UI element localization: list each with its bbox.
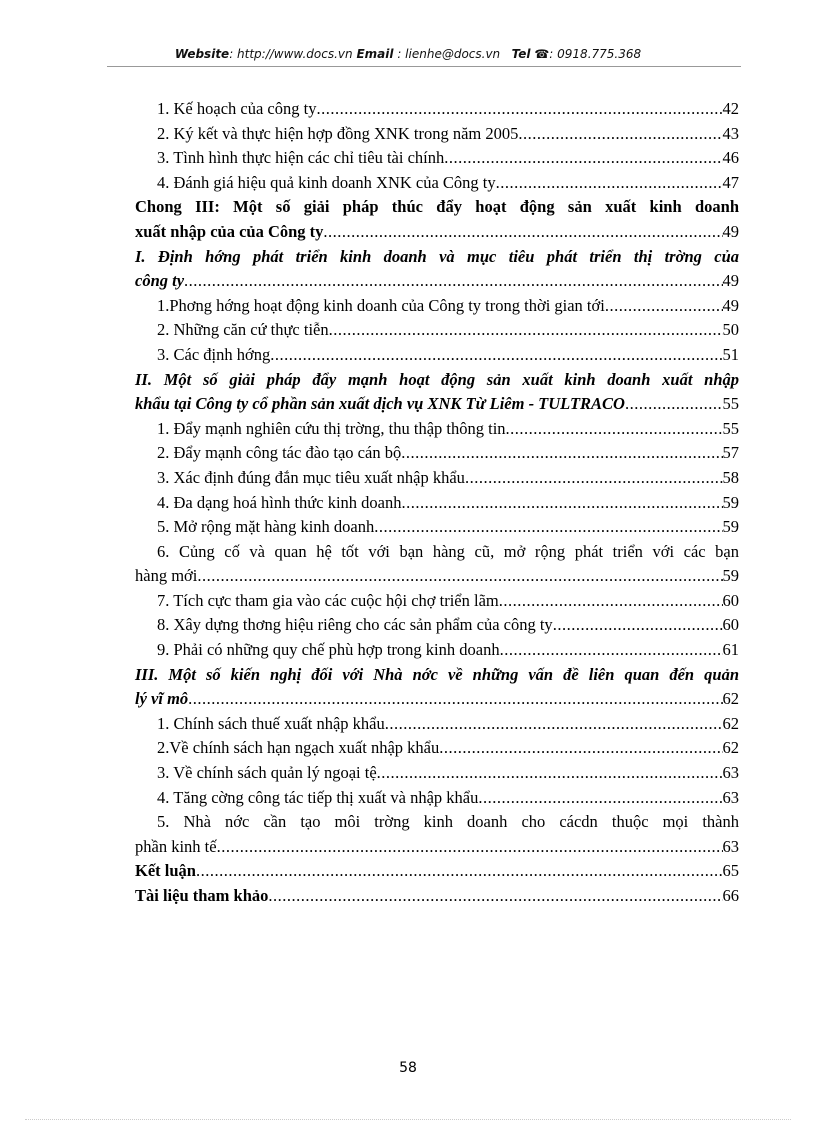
- toc-page: 59: [722, 517, 739, 537]
- page-number: 58: [399, 1060, 417, 1076]
- toc-entry: 3. Xác định đúng đắn mục tiêu xuất nhập khẩu ..... 58: [135, 466, 739, 491]
- email-label: Email: [356, 47, 394, 61]
- toc-entry: 2.Về chính sách hạn ngạch xuất nhập khẩu ..... 62: [135, 736, 739, 761]
- toc-entry: 3. Các định hớng ..... 51: [135, 343, 739, 368]
- toc-page: 60: [722, 615, 739, 635]
- toc-section-title: II. Một số giải pháp đẩy mạnh hoạt động sản xuất kinh doanh xuất nhập: [135, 369, 739, 389]
- toc-page: 50: [722, 320, 739, 340]
- toc-page: 63: [722, 787, 739, 807]
- toc-page: 58: [722, 467, 739, 487]
- toc-page: 49: [722, 271, 739, 291]
- toc-entry: 1. Kế hoạch của công ty ..... 42: [135, 97, 739, 122]
- toc-entry: 4. Đa dạng hoá hình thức kinh doanh ..... 59: [135, 491, 739, 516]
- toc-entry: 4. Tăng cờng công tác tiếp thị xuất và nhập khẩu ..... 63: [135, 786, 739, 811]
- toc-entry: 2. Đẩy mạnh công tác đào tạo cán bộ ..... 57: [135, 441, 739, 466]
- toc-page: 43: [722, 123, 739, 143]
- toc-entry: 1. Chính sách thuế xuất nhập khẩu ..... 62: [135, 712, 739, 737]
- toc-page: 62: [722, 713, 739, 733]
- toc-page: 55: [722, 394, 739, 414]
- email-value: : lienhe@docs.vn: [397, 47, 501, 61]
- tel-label: Tel: [511, 47, 531, 61]
- footer-rule: [25, 1119, 791, 1120]
- toc-chapter-title: Chong III: Một số giải pháp thúc đẩy hoạt động sản xuất kinh doanh: [135, 197, 739, 217]
- toc-entry: công ty ..... 49: [135, 269, 739, 294]
- toc-entry: 2. Ký kết và thực hiện hợp đồng XNK trong năm 2005 ..... 43: [135, 122, 739, 147]
- toc-page: 60: [722, 590, 739, 610]
- toc-entry: 9. Phải có những quy chế phù hợp trong kinh doanh ..... 61: [135, 638, 739, 663]
- toc-entry: Kết luận ..... 65: [135, 859, 739, 884]
- toc-entry: xuất nhập của của Công ty ..... 49: [135, 220, 739, 245]
- toc-page: 47: [722, 172, 739, 192]
- toc-entry: khẩu tại Công ty cổ phần sản xuất dịch vụ XNK Từ Liêm - TULTRACO ..... 55: [135, 392, 739, 417]
- toc-page: 57: [722, 443, 739, 463]
- toc-entry: phần kinh tế ..... 63: [135, 835, 739, 860]
- toc-page: 49: [722, 295, 739, 315]
- toc-entry: Tài liệu tham khảo ..... 66: [135, 884, 739, 909]
- page-header: [0, 47, 816, 61]
- toc-page: 63: [722, 836, 739, 856]
- toc-entry: 5. Mở rộng mặt hàng kinh doanh ..... 59: [135, 515, 739, 540]
- toc-entry: 7. Tích cực tham gia vào các cuộc hội chợ triển lãm ..... 60: [135, 589, 739, 614]
- table-of-contents: [135, 97, 739, 909]
- toc-entry: 2. Những căn cứ thực tiễn ..... 50: [135, 318, 739, 343]
- toc-page: 55: [722, 418, 739, 438]
- toc-page: 49: [722, 221, 739, 241]
- toc-entry-wrapped: 6. Củng cố và quan hệ tốt với bạn hàng cũ, mở rộng phát triển với các bạn: [157, 541, 739, 561]
- toc-page: 46: [722, 148, 739, 168]
- toc-entry: 3. Tình hình thực hiện các chỉ tiêu tài chính ..... 46: [135, 146, 739, 171]
- website-label: Website: [174, 47, 230, 61]
- toc-page: 62: [722, 738, 739, 758]
- toc-entry: hàng mới ..... 59: [135, 564, 739, 589]
- toc-entry: 8. Xây dựng thơng hiệu riêng cho các sản phẩm của công ty ..... 60: [135, 613, 739, 638]
- toc-page: 63: [722, 763, 739, 783]
- toc-page: 66: [722, 886, 739, 905]
- header-rule: [107, 66, 741, 67]
- toc-entry: 1.Phơng hớng hoạt động kinh doanh của Công ty trong thời gian tới ..... 49: [135, 294, 739, 319]
- toc-page: 42: [722, 99, 739, 118]
- toc-entry: 3. Về chính sách quản lý ngoại tệ ..... 63: [135, 761, 739, 786]
- toc-page: 62: [722, 689, 739, 709]
- toc-section-title: I. Định hớng phát triển kinh doanh và mục tiêu phát triển thị trờng của: [135, 246, 739, 266]
- toc-page: 61: [722, 640, 739, 660]
- toc-section-title: III. Một số kiến nghị đối với Nhà nớc về những vấn đề liên quan đến quản: [135, 664, 739, 684]
- website-value: : http://www.docs.vn: [229, 47, 353, 61]
- phone-icon: ☎: [534, 47, 550, 61]
- tel-value: : 0918.775.368: [549, 47, 642, 61]
- toc-page: 59: [722, 566, 739, 586]
- toc-entry: 1. Đẩy mạnh nghiên cứu thị trờng, thu thập thông tin ..... 55: [135, 417, 739, 442]
- toc-page: 59: [722, 492, 739, 512]
- toc-entry-wrapped: 5. Nhà nớc cần tạo môi trờng kinh doanh cho cácdn thuộc mọi thành: [157, 812, 739, 832]
- toc-page: 65: [722, 861, 739, 881]
- toc-page: 51: [722, 344, 739, 364]
- toc-entry: lý vĩ mô ..... 62: [135, 687, 739, 712]
- toc-entry: 4. Đánh giá hiệu quả kinh doanh XNK của Công ty ..... 47: [135, 171, 739, 196]
